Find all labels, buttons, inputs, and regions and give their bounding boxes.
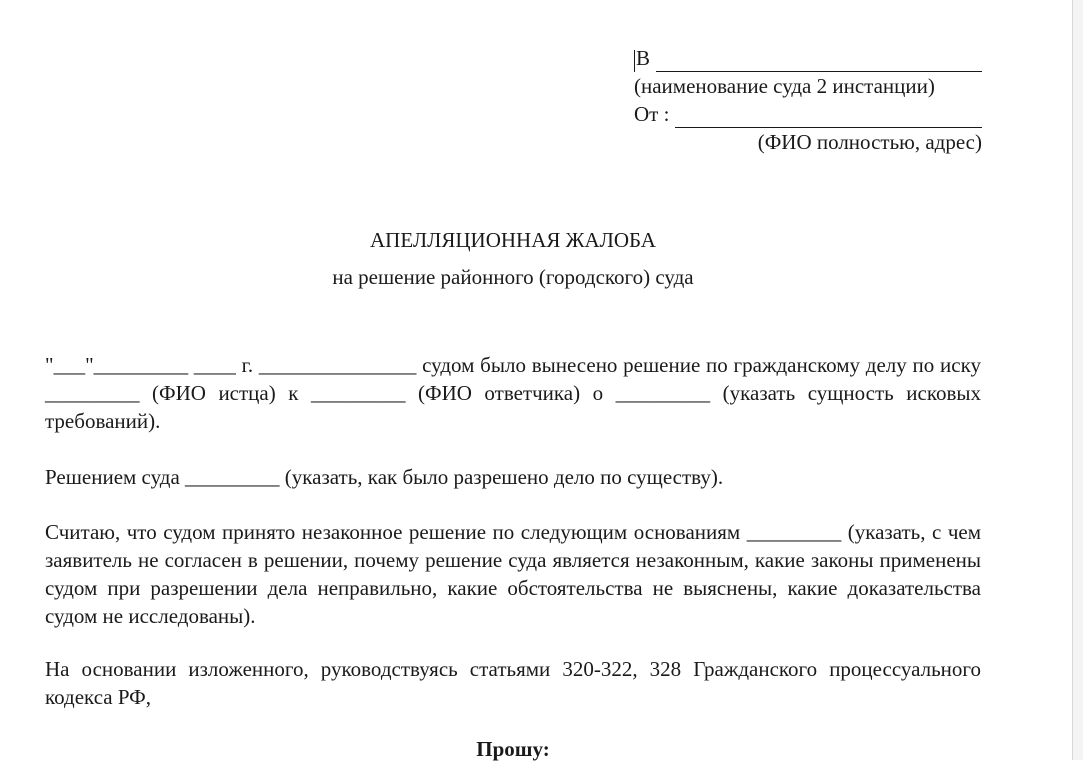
from-prefix: От : [634, 102, 670, 126]
text-cursor [634, 50, 635, 72]
paragraph-legal-basis: На основании изложенного, руководствуясь статьями 320-322, 328 Гражданского процессуального кодекса РФ, [45, 657, 981, 709]
court-hint: (наименование суда 2 инстанции) [634, 74, 935, 98]
paragraph-court-ruling: Решением суда _________ (указать, как было разрешено дело по существу). [45, 465, 724, 489]
request-heading: Прошу: [476, 737, 550, 761]
from-line [634, 100, 982, 128]
court-hint-line [634, 72, 982, 100]
name-hint: (ФИО полностью, адрес) [757, 130, 982, 154]
to-prefix: В [636, 46, 651, 70]
document-subtitle: на решение районного (городского) суда [332, 265, 694, 289]
court-blank [656, 50, 982, 72]
from-blank [675, 106, 982, 128]
document-title: АПЕЛЛЯЦИОННАЯ ЖАЛОБА [370, 228, 656, 252]
court-line [634, 44, 982, 72]
page-edge-scroll-area[interactable] [1072, 0, 1083, 760]
name-hint-line [634, 128, 982, 156]
paragraph-decision: "___"_________ ____ г. _______________ судом было вынесено решение по гражданскому делу по иску _________ (ФИО истца) к _________ (ФИО ответчика) о _________ (указать сущность исковых требований). [45, 353, 981, 433]
paragraph-grounds: Считаю, что судом принято незаконное решение по следующим основаниям _________ (указать, с чем заявитель не согласен в решении, почему решение суда является незаконным, какие законы применены судом при разрешении дела неправильно, какие обстоятельства не выяснены, какие доказательства судом не исследованы). [45, 520, 981, 628]
addressee-block [634, 44, 982, 156]
